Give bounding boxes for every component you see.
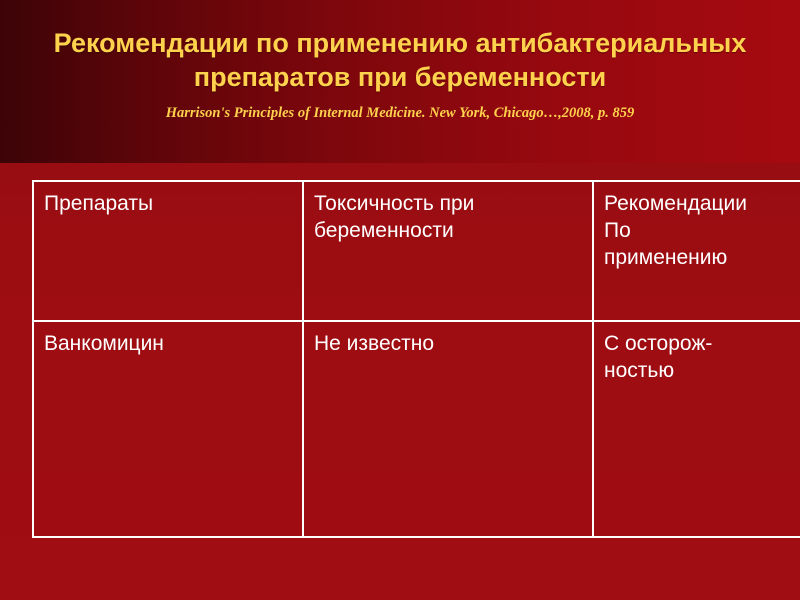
table-header-recommendations-line2: По [604,219,631,242]
table-cell-recommendation [593,321,800,537]
table-header-row [33,181,800,321]
table-cell-toxicity-text: Не известно [314,332,435,355]
table-header-toxicity-line2: беременности [314,219,454,242]
table-header-recommendations-line3: применению [604,246,728,269]
drug-recommendations-table [32,180,800,538]
table-cell-recommendation-line1: С осторож- [604,332,713,355]
table-cell-drug-text: Ванкомицин [44,332,164,355]
table-cell-recommendation-line2: ностью [604,359,675,382]
drug-table-container [32,180,770,538]
page-title: Рекомендации по применению антибактериальных препаратов при беременности [53,28,747,92]
table-header-recommendations-line1: Рекомендации [604,192,748,215]
table-header-drugs-text: Препараты [44,192,154,215]
slide-source-citation: Harrison's Principles of Internal Medicine. New York, Chicago…,2008, p. 859 [165,105,635,121]
table-header-drugs [33,181,303,321]
table-cell-toxicity [303,321,593,537]
table-header-recommendations [593,181,800,321]
table-cell-drug [33,321,303,537]
table-header-toxicity-line1: Токсичность при [314,192,475,215]
table-row [33,321,800,537]
table-header-toxicity [303,181,593,321]
title-area [0,0,800,122]
